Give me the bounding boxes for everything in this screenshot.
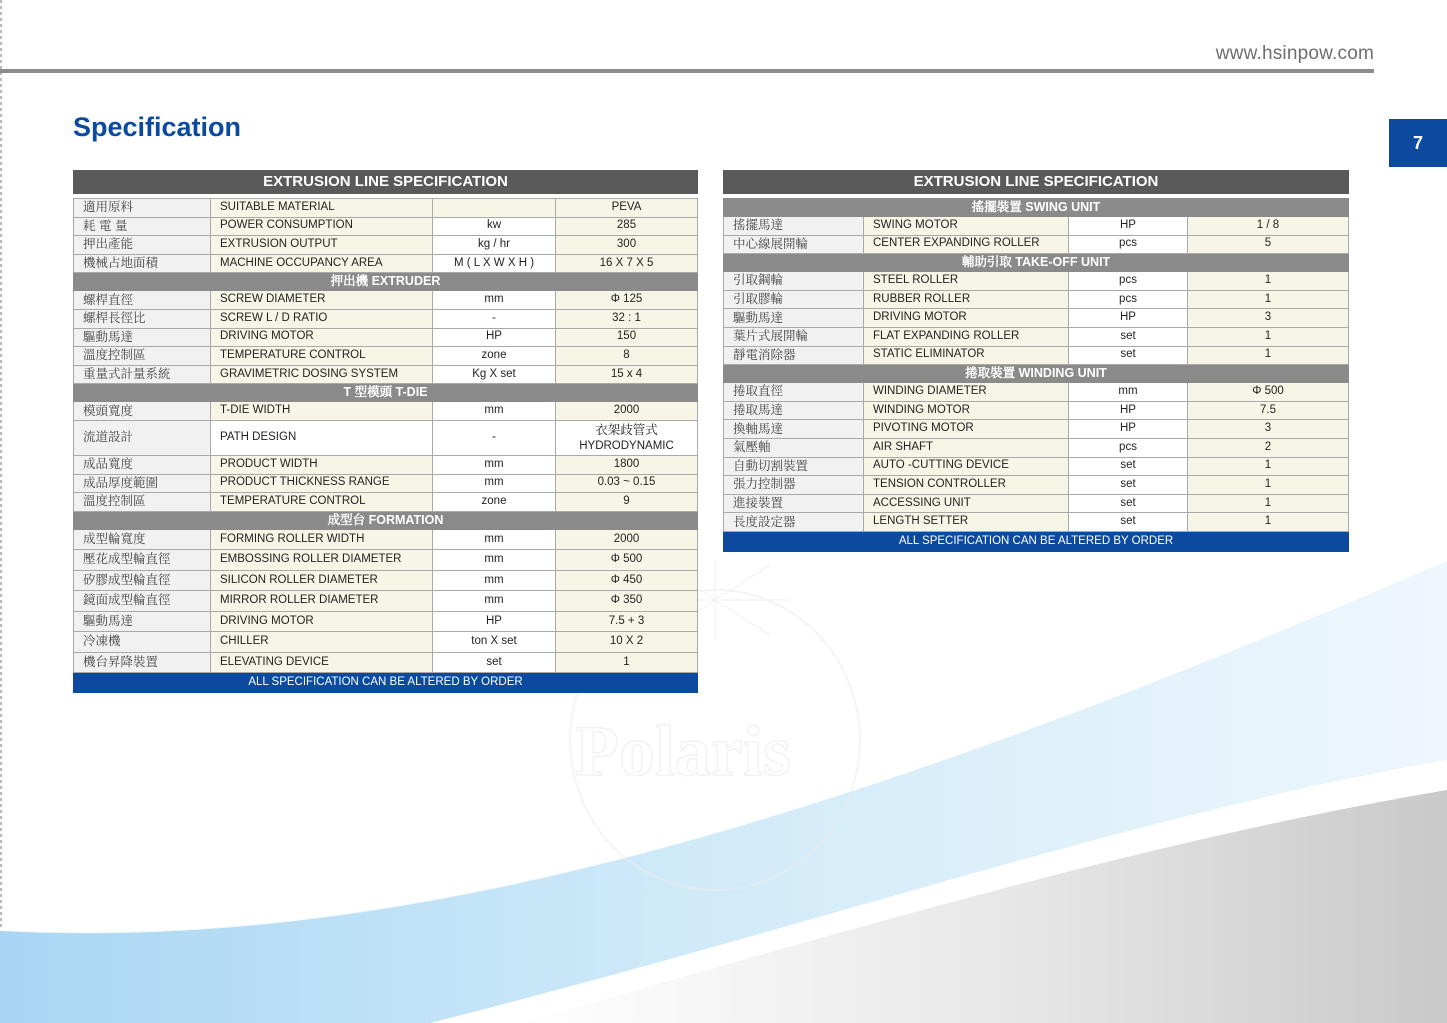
table-row bbox=[74, 309, 698, 328]
spec-name-zh: 機台昇降裝置 bbox=[74, 652, 211, 673]
spec-name-zh: 成品厚度範圍 bbox=[74, 474, 211, 493]
spec-name-en: DRIVING MOTOR bbox=[211, 328, 433, 347]
spec-unit: set bbox=[1069, 494, 1188, 513]
spec-value: 300 bbox=[556, 236, 698, 255]
spec-name-zh: 壓花成型輪直徑 bbox=[74, 550, 211, 571]
spec-unit: pcs bbox=[1069, 272, 1188, 291]
spec-value: 1 / 8 bbox=[1188, 217, 1349, 236]
spec-unit: mm bbox=[433, 529, 556, 550]
spec-name-en: EXTRUSION OUTPUT bbox=[211, 236, 433, 255]
spec-name-en: DRIVING MOTOR bbox=[864, 309, 1069, 328]
table-row bbox=[724, 235, 1349, 254]
table-row bbox=[74, 455, 698, 474]
spec-name-en: STEEL ROLLER bbox=[864, 272, 1069, 291]
spec-value: 2 bbox=[1188, 438, 1349, 457]
table-row bbox=[74, 328, 698, 347]
spec-name-zh: 適用原料 bbox=[74, 199, 211, 218]
spec-unit: M ( L X W X H ) bbox=[433, 254, 556, 273]
table-row bbox=[724, 476, 1349, 495]
spec-unit: mm bbox=[433, 455, 556, 474]
spec-name-zh: 換軸馬達 bbox=[724, 420, 864, 439]
spec-value: 1 bbox=[1188, 476, 1349, 495]
spec-value: 1 bbox=[1188, 327, 1349, 346]
section-header-tdie bbox=[74, 384, 698, 402]
spec-value: 2000 bbox=[556, 402, 698, 421]
table-heading: EXTRUSION LINE SPECIFICATION bbox=[724, 171, 1349, 194]
spec-name-zh: 耗 電 量 bbox=[74, 217, 211, 236]
spec-value: 10 X 2 bbox=[556, 632, 698, 653]
spec-name-zh: 溫度控制區 bbox=[74, 493, 211, 512]
spec-unit: mm bbox=[433, 474, 556, 493]
table-row bbox=[74, 632, 698, 653]
spec-name-zh: 模頭寬度 bbox=[74, 402, 211, 421]
table-row bbox=[74, 550, 698, 571]
spec-value: 285 bbox=[556, 217, 698, 236]
table-row bbox=[724, 383, 1349, 402]
table-row bbox=[724, 309, 1349, 328]
table-row bbox=[74, 291, 698, 310]
spec-name-zh: 溫度控制區 bbox=[74, 347, 211, 366]
spec-name-zh: 螺桿直徑 bbox=[74, 291, 211, 310]
table-heading-row bbox=[74, 171, 698, 194]
spec-unit: set bbox=[1069, 346, 1188, 365]
spec-unit: Kg X set bbox=[433, 365, 556, 384]
spec-value: 1 bbox=[556, 652, 698, 673]
spec-unit: set bbox=[1069, 513, 1188, 532]
spec-name-en: ACCESSING UNIT bbox=[864, 494, 1069, 513]
spec-value: Φ 125 bbox=[556, 291, 698, 310]
spec-value: 1 bbox=[1188, 513, 1349, 532]
spec-unit: set bbox=[1069, 327, 1188, 346]
spec-unit: kg / hr bbox=[433, 236, 556, 255]
left-spec-table bbox=[73, 170, 698, 693]
spec-unit: mm bbox=[433, 550, 556, 571]
spec-value: 32 : 1 bbox=[556, 309, 698, 328]
spec-value: 1 bbox=[1188, 494, 1349, 513]
spec-name-en: SUITABLE MATERIAL bbox=[211, 199, 433, 218]
spec-name-zh: 驅動馬達 bbox=[74, 328, 211, 347]
section-header-formation bbox=[74, 511, 698, 529]
spec-name-zh: 中心線展開輪 bbox=[724, 235, 864, 254]
spec-name-en: ELEVATING DEVICE bbox=[211, 652, 433, 673]
spec-name-en: AUTO -CUTTING DEVICE bbox=[864, 457, 1069, 476]
spec-blank bbox=[433, 199, 556, 218]
table-row bbox=[74, 570, 698, 591]
spec-name-en: RUBBER ROLLER bbox=[864, 290, 1069, 309]
spec-name-en: DRIVING MOTOR bbox=[211, 611, 433, 632]
table-row bbox=[724, 420, 1349, 439]
spec-unit: pcs bbox=[1069, 235, 1188, 254]
spec-name-en: SCREW L / D RATIO bbox=[211, 309, 433, 328]
table-row bbox=[74, 652, 698, 673]
spec-name-en: SWING MOTOR bbox=[864, 217, 1069, 236]
section-header-swing bbox=[724, 199, 1349, 217]
spec-value: 3 bbox=[1188, 309, 1349, 328]
spec-value: 9 bbox=[556, 493, 698, 512]
spec-name-zh: 冷凍機 bbox=[74, 632, 211, 653]
spec-value: 8 bbox=[556, 347, 698, 366]
spec-unit: - bbox=[433, 420, 556, 455]
spec-value: 2000 bbox=[556, 529, 698, 550]
table-footer-note: ALL SPECIFICATION CAN BE ALTERED BY ORDER bbox=[74, 673, 698, 693]
table-footer-row bbox=[724, 531, 1349, 551]
spec-unit: HP bbox=[1069, 217, 1188, 236]
table-row bbox=[724, 513, 1349, 532]
spec-name-en: FORMING ROLLER WIDTH bbox=[211, 529, 433, 550]
table-heading-row bbox=[724, 171, 1349, 194]
spec-name-en: SILICON ROLLER DIAMETER bbox=[211, 570, 433, 591]
spec-name-en: GRAVIMETRIC DOSING SYSTEM bbox=[211, 365, 433, 384]
section-header-take-off bbox=[724, 254, 1349, 272]
table-row bbox=[724, 217, 1349, 236]
table-row bbox=[74, 493, 698, 512]
spec-name-en: FLAT EXPANDING ROLLER bbox=[864, 327, 1069, 346]
spec-unit: zone bbox=[433, 347, 556, 366]
spec-unit: set bbox=[1069, 476, 1188, 495]
spec-value bbox=[556, 420, 698, 455]
spec-unit: mm bbox=[1069, 383, 1188, 402]
spec-name-en: WINDING MOTOR bbox=[864, 401, 1069, 420]
spec-name-zh: 螺桿長徑比 bbox=[74, 309, 211, 328]
spec-unit: pcs bbox=[1069, 438, 1188, 457]
spec-unit: mm bbox=[433, 570, 556, 591]
spec-name-zh: 鏡面成型輪直徑 bbox=[74, 591, 211, 612]
spec-name-zh: 長度設定器 bbox=[724, 513, 864, 532]
table-footer-row bbox=[74, 673, 698, 693]
spec-unit: HP bbox=[433, 328, 556, 347]
spec-value: 1 bbox=[1188, 290, 1349, 309]
spec-unit: mm bbox=[433, 291, 556, 310]
spec-unit: HP bbox=[1069, 420, 1188, 439]
spec-name-en: TENSION CONTROLLER bbox=[864, 476, 1069, 495]
spec-name-en: POWER CONSUMPTION bbox=[211, 217, 433, 236]
spec-name-zh: 搖擺馬達 bbox=[724, 217, 864, 236]
spec-value: Φ 450 bbox=[556, 570, 698, 591]
spec-name-zh: 捲取馬達 bbox=[724, 401, 864, 420]
spec-unit: mm bbox=[433, 402, 556, 421]
spec-name-en: SCREW DIAMETER bbox=[211, 291, 433, 310]
spec-value: 5 bbox=[1188, 235, 1349, 254]
spec-unit: mm bbox=[433, 591, 556, 612]
spec-name-en: MIRROR ROLLER DIAMETER bbox=[211, 591, 433, 612]
spec-name-zh: 氣壓軸 bbox=[724, 438, 864, 457]
spec-name-en: EMBOSSING ROLLER DIAMETER bbox=[211, 550, 433, 571]
website-url[interactable]: www.hsinpow.com bbox=[1215, 43, 1374, 64]
table-row bbox=[74, 347, 698, 366]
spec-value: Φ 500 bbox=[1188, 383, 1349, 402]
table-row bbox=[74, 217, 698, 236]
spec-value-line1: 衣架歧管式 bbox=[595, 422, 658, 437]
spec-name-zh: 葉片式展開輪 bbox=[724, 327, 864, 346]
spec-name-zh: 捲取直徑 bbox=[724, 383, 864, 402]
spec-unit: ton X set bbox=[433, 632, 556, 653]
table-row bbox=[724, 346, 1349, 365]
section-title: 捲取裝置 WINDING UNIT bbox=[724, 365, 1349, 383]
section-title: 押出機 EXTRUDER bbox=[74, 273, 698, 291]
spec-name-en: AIR SHAFT bbox=[864, 438, 1069, 457]
spec-value: 7.5 bbox=[1188, 401, 1349, 420]
table-row bbox=[74, 254, 698, 273]
table-row bbox=[74, 529, 698, 550]
table-row bbox=[74, 591, 698, 612]
spec-unit: pcs bbox=[1069, 290, 1188, 309]
spec-value: PEVA bbox=[556, 199, 698, 218]
spec-name-zh: 流道設計 bbox=[74, 420, 211, 455]
page-number-badge: 7 bbox=[1389, 119, 1447, 167]
spec-name-zh: 成品寬度 bbox=[74, 455, 211, 474]
spec-unit: set bbox=[433, 652, 556, 673]
spec-name-zh: 靜電消除器 bbox=[724, 346, 864, 365]
spec-name-zh: 引取鋼輪 bbox=[724, 272, 864, 291]
section-title: 搖擺裝置 SWING UNIT bbox=[724, 199, 1349, 217]
watermark-text: Polaris bbox=[575, 711, 791, 791]
spec-name-zh: 押出產能 bbox=[74, 236, 211, 255]
spec-value: Φ 350 bbox=[556, 591, 698, 612]
spec-unit: HP bbox=[433, 611, 556, 632]
table-footer-note: ALL SPECIFICATION CAN BE ALTERED BY ORDER bbox=[724, 531, 1349, 551]
spec-value: 150 bbox=[556, 328, 698, 347]
spec-name-en: PRODUCT WIDTH bbox=[211, 455, 433, 474]
spec-name-zh: 矽膠成型輪直徑 bbox=[74, 570, 211, 591]
spec-name-en: MACHINE OCCUPANCY AREA bbox=[211, 254, 433, 273]
table-heading: EXTRUSION LINE SPECIFICATION bbox=[74, 171, 698, 194]
table-row bbox=[74, 402, 698, 421]
spec-unit: HP bbox=[1069, 309, 1188, 328]
spec-name-zh: 重量式計量系統 bbox=[74, 365, 211, 384]
header-rule bbox=[0, 69, 1374, 73]
spec-name-en: PIVOTING MOTOR bbox=[864, 420, 1069, 439]
spec-unit: set bbox=[1069, 457, 1188, 476]
table-row bbox=[74, 236, 698, 255]
spec-name-en: CHILLER bbox=[211, 632, 433, 653]
spec-value: 3 bbox=[1188, 420, 1349, 439]
spec-name-en: PRODUCT THICKNESS RANGE bbox=[211, 474, 433, 493]
spec-unit: - bbox=[433, 309, 556, 328]
spec-unit: kw bbox=[433, 217, 556, 236]
table-row bbox=[74, 611, 698, 632]
spec-value: 16 X 7 X 5 bbox=[556, 254, 698, 273]
spec-value: 15 x 4 bbox=[556, 365, 698, 384]
spec-value: 1 bbox=[1188, 457, 1349, 476]
spec-name-zh: 張力控制器 bbox=[724, 476, 864, 495]
spec-name-zh: 驅動馬達 bbox=[724, 309, 864, 328]
spec-value: 1 bbox=[1188, 346, 1349, 365]
right-spec-table bbox=[723, 170, 1349, 552]
spec-name-en: TEMPERATURE CONTROL bbox=[211, 347, 433, 366]
spec-name-zh: 引取膠輪 bbox=[724, 290, 864, 309]
table-row bbox=[74, 199, 698, 218]
table-row bbox=[74, 420, 698, 455]
spec-name-zh: 驅動馬達 bbox=[74, 611, 211, 632]
spec-value: 0.03 ~ 0.15 bbox=[556, 474, 698, 493]
section-title: 輔助引取 TAKE-OFF UNIT bbox=[724, 254, 1349, 272]
table-row bbox=[724, 457, 1349, 476]
table-row bbox=[724, 272, 1349, 291]
spec-name-en: TEMPERATURE CONTROL bbox=[211, 493, 433, 512]
spec-name-en: STATIC ELIMINATOR bbox=[864, 346, 1069, 365]
spec-value: 1 bbox=[1188, 272, 1349, 291]
spec-value-line2: HYDRODYNAMIC bbox=[579, 439, 674, 452]
table-row bbox=[724, 327, 1349, 346]
spec-name-zh: 進接裝置 bbox=[724, 494, 864, 513]
spec-name-zh: 成型輪寬度 bbox=[74, 529, 211, 550]
spec-name-en: WINDING DIAMETER bbox=[864, 383, 1069, 402]
spec-name-en: CENTER EXPANDING ROLLER bbox=[864, 235, 1069, 254]
spec-value: Φ 500 bbox=[556, 550, 698, 571]
table-row bbox=[724, 290, 1349, 309]
section-title: 成型台 FORMATION bbox=[74, 511, 698, 529]
spec-name-en: PATH DESIGN bbox=[211, 420, 433, 455]
spec-name-en: T-DIE WIDTH bbox=[211, 402, 433, 421]
table-row bbox=[724, 438, 1349, 457]
spec-unit: zone bbox=[433, 493, 556, 512]
section-header-winding bbox=[724, 365, 1349, 383]
spec-value: 7.5 + 3 bbox=[556, 611, 698, 632]
spec-value: 1800 bbox=[556, 455, 698, 474]
spec-name-zh: 機械占地面積 bbox=[74, 254, 211, 273]
table-row bbox=[724, 401, 1349, 420]
table-row bbox=[74, 365, 698, 384]
page-title: Specification bbox=[73, 112, 242, 142]
spec-name-zh: 自動切割裝置 bbox=[724, 457, 864, 476]
section-header-extruder bbox=[74, 273, 698, 291]
table-row bbox=[724, 494, 1349, 513]
section-title: T 型模頭 T-DIE bbox=[74, 384, 698, 402]
spec-unit: HP bbox=[1069, 401, 1188, 420]
spec-name-en: LENGTH SETTER bbox=[864, 513, 1069, 532]
table-row bbox=[74, 474, 698, 493]
